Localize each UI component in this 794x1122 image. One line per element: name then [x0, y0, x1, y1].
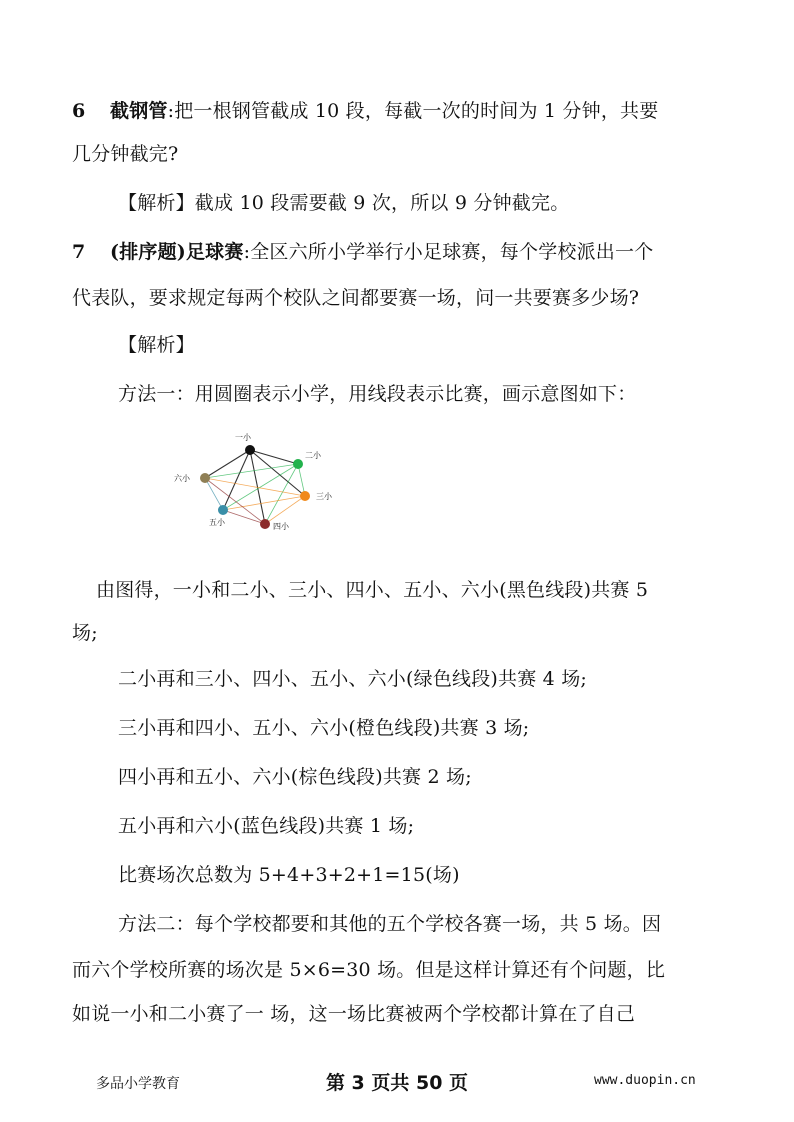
problem-6-title: 截钢管: [110, 100, 168, 122]
result-2: 二小再和三小、四小、五小、六小(绿色线段)共赛 4 场;: [118, 668, 587, 690]
problem-7-number: 7: [72, 241, 86, 263]
tournament-diagram: [160, 425, 360, 540]
footer-brand: 多品小学教育: [96, 1076, 180, 1092]
result-1b: 场;: [72, 622, 98, 644]
school-node: [218, 505, 228, 515]
result-4: 四小再和五小、六小(棕色线段)共赛 2 场;: [118, 766, 472, 788]
school-node: [245, 445, 255, 455]
total-matches: 比赛场次总数为 5+4+3+2+1=15(场): [118, 864, 460, 886]
school-node: [300, 491, 310, 501]
school-label: 一小: [235, 433, 251, 442]
problem-6-line-1: [72, 98, 658, 124]
problem-7-title: (排序题)足球赛: [110, 241, 244, 263]
match-line: [205, 464, 298, 478]
school-label: 四小: [273, 522, 289, 531]
page-number: 第 3 页共 50 页: [325, 1072, 469, 1094]
problem-6-number: 6: [72, 100, 86, 122]
problem-6-text-2: 几分钟截完?: [72, 143, 179, 165]
match-line: [265, 496, 305, 524]
method-1-text: 方法一：用圆圈表示小学，用线段表示比赛，画示意图如下：: [118, 383, 637, 405]
problem-7-line-1: [72, 239, 653, 265]
problem-7-analysis-label: 【解析】: [118, 334, 195, 356]
problem-6-text-1: :把一根钢管截成 10 段，每截一次的时间为 1 分钟，共要: [167, 100, 659, 122]
school-label: 三小: [316, 492, 332, 501]
method-2-line-2: 而六个学校所赛的场次是 5×6=30 场。但是这样计算还有个问题，比: [72, 959, 666, 981]
school-label: 五小: [209, 518, 225, 527]
method-2-line-3: 如说一小和二小赛了一 场，这一场比赛被两个学校都计算在了自己: [72, 1003, 636, 1025]
match-line: [205, 478, 223, 510]
school-node: [293, 459, 303, 469]
result-3: 三小再和四小、五小、六小(橙色线段)共赛 3 场;: [118, 717, 530, 739]
problem-7-text-2: 代表队，要求规定每两个校队之间都要赛一场，问一共要赛多少场?: [72, 287, 640, 309]
school-label: 二小: [305, 451, 321, 460]
result-1a: 由图得，一小和二小、三小、四小、五小、六小(黑色线段)共赛 5: [96, 579, 649, 601]
school-label: 六小: [174, 474, 190, 483]
school-node: [260, 519, 270, 529]
result-5: 五小再和六小(蓝色线段)共赛 1 场;: [118, 815, 415, 837]
match-line: [223, 510, 265, 524]
match-line: [250, 450, 298, 464]
school-node: [200, 473, 210, 483]
footer-website: www.duopin.cn: [594, 1073, 696, 1088]
problem-7-text-1: :全区六所小学举行小足球赛，每个学校派出一个: [243, 241, 654, 263]
match-line: [223, 496, 305, 510]
match-line: [205, 478, 305, 496]
problem-6-analysis: 【解析】截成 10 段需要截 9 次，所以 9 分钟截完。: [118, 192, 570, 214]
method-2-line-1: 方法二：每个学校都要和其他的五个学校各赛一场，共 5 场。因: [118, 913, 662, 935]
